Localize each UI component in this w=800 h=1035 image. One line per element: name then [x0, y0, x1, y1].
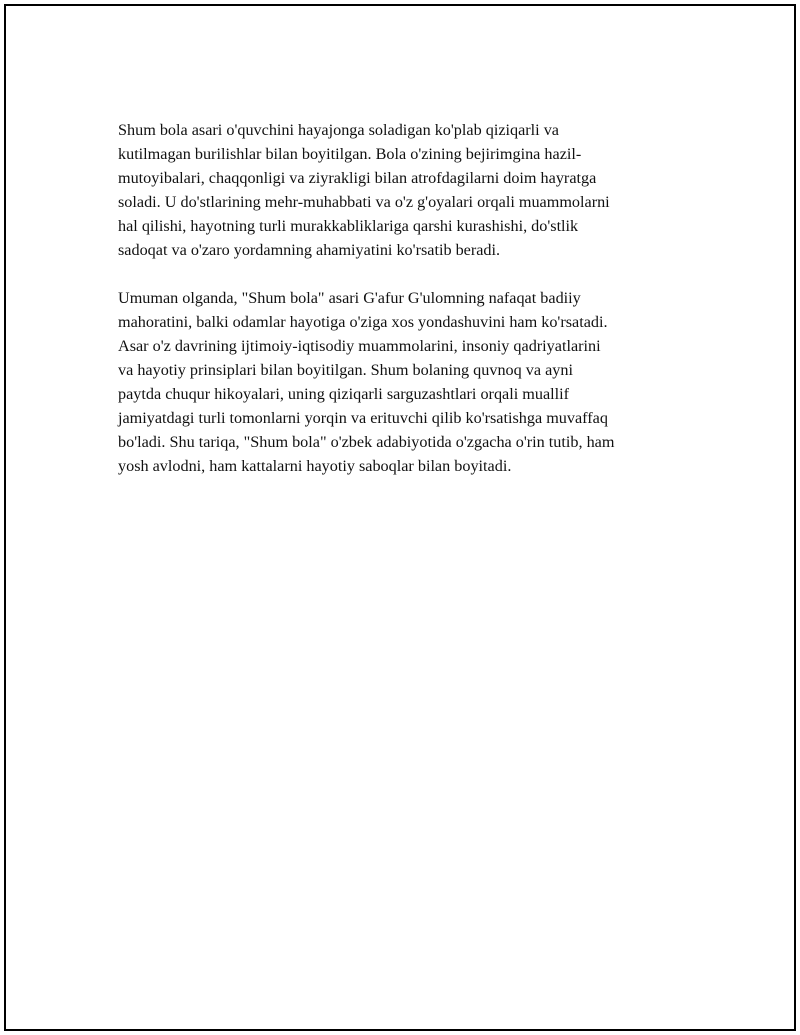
document-body — [118, 118, 692, 478]
paragraph-2: Umuman olganda, "Shum bola" asari G'afur G'ulomning nafaqat badiiy mahoratini, balki odamlar hayotiga o'ziga xos yondashuvini ham ko'rsatadi. Asar o'z davrining ijtimoiy-iqtisodiy muammolarini, insoniy qadriyatlarini va hayotiy prinsiplari bilan boyitilgan. Shum bolaning quvnoq va ayni paytda chuqur hikoyalari, uning qiziqarli sarguzashtlari orqali muallif jamiyatdagi turli tomonlarni yorqin va erituvchi qilib ko'rsatishga muvaffaq bo'ladi. Shu tariqa, "Shum bola" o'zbek adabiyotida o'zgacha o'rin tutib, ham yosh avlodni, ham kattalarni hayotiy saboqlar bilan boyitadi. — [118, 288, 615, 476]
document-page — [4, 4, 796, 1031]
paragraph-1: Shum bola asari o'quvchini hayajonga soladigan ko'plab qiziqarli va kutilmagan burilishlar bilan boyitilgan. Bola o'zining bejirimgina hazil- mutoyibalari, chaqqonligi va ziyrakligi bilan atrofdagilarni doim hayratga soladi. U do'stlarining mehr-muhabbati va o'z g'oyalari orqali muammolarni hal qilishi, hayotning turli murakkabliklariga qarshi kurashishi, do'stlik sadoqat va o'zaro yordamning ahamiyatini ko'rsatib beradi. — [118, 121, 610, 260]
